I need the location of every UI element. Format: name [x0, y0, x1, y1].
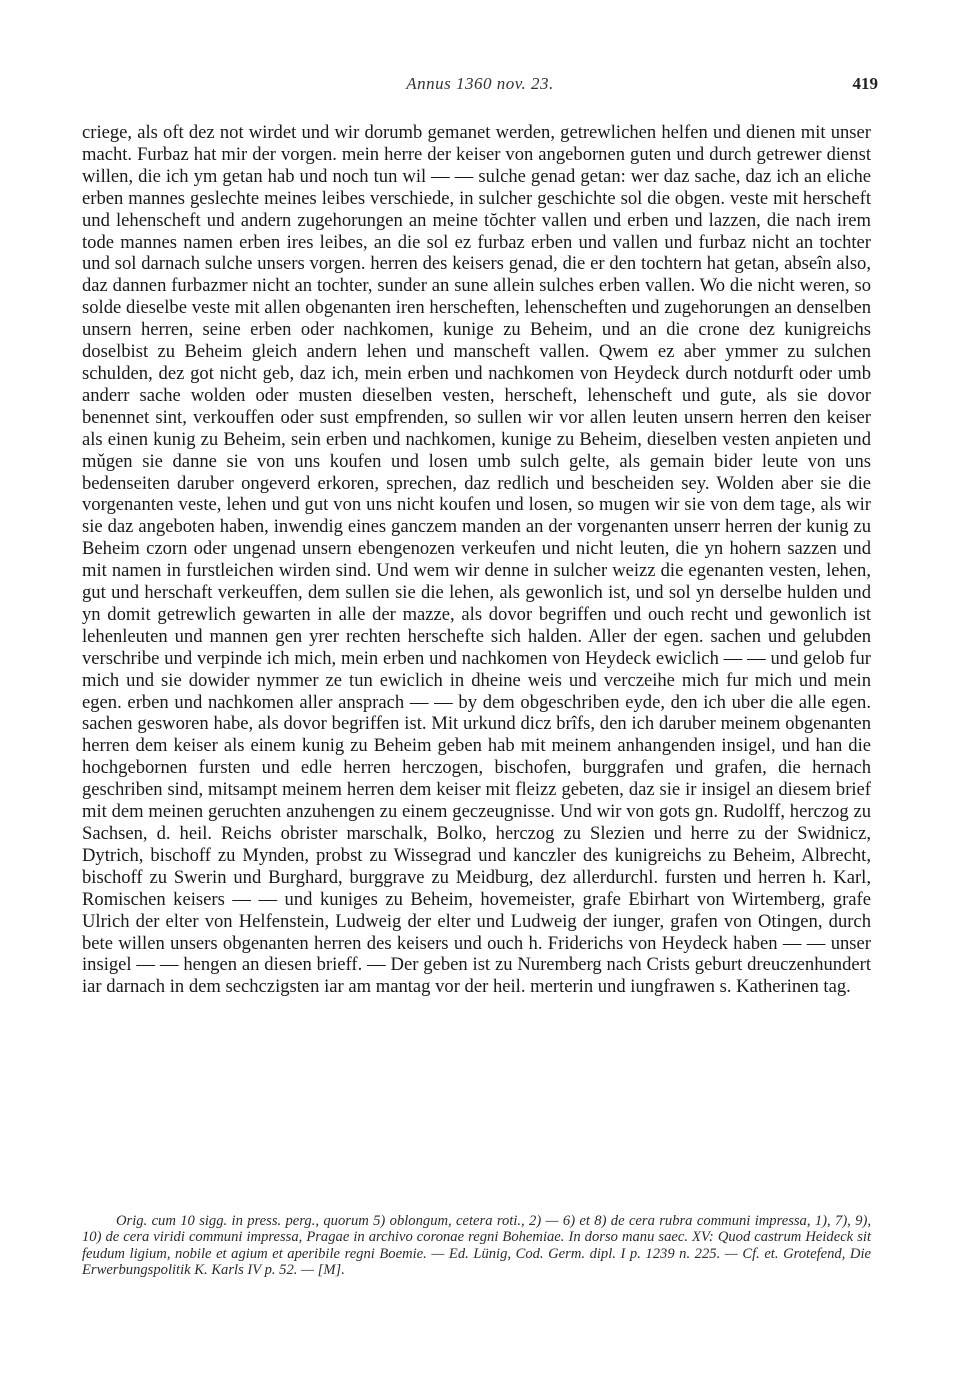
charter-text	[82, 122, 871, 998]
running-title: Annus 1360 nov. 23.	[406, 74, 554, 93]
editorial-note	[82, 1213, 871, 1279]
running-header	[82, 74, 878, 98]
charter-paragraph: criege, als oft dez not wirdet und wir dorumb gemanet werden, getrewlichen helfen und dienen mit unser macht. Furbaz hat mir der vorgen. mein herre der keiser von angebornen guten und durch getrewer dienst willen, die ich ym getan hab und noch tun wil — — sulche genad getan: wer daz sache, daz ich an eliche erben mannes geslechte meines leibes verschiede, in sulcher geschichte sol die obgen. veste mit herscheft und lehenscheft und andern zugehorungen an meine tŏchter vallen und erben und lazzen, die nach irem tode mannes namen erben ires leibes, an die sol ez furbaz erben und vallen und furbaz nicht an tochter und sol darnach sulche unsers vorgen. herren des keisers genad, die er den tochtern hat getan, abseîn also, daz dannen furbazmer nicht an tochter, sunder an sune allein sulches erben vallen. Wo die nicht weren, so solde dieselbe veste mit allen obgenanten iren herscheften, lehenscheften und zugehorungen an denselben unsern herren, seine erben oder nachkomen, kunige zu Beheim, und an die crone dez kunigreichs doselbist zu Beheim gleich andern lehen und manscheft vallen. Qwem ez aber ymmer zu sulchen schulden, dez got nicht geb, daz ich, mein erben und nachkomen von Heydeck durch notdurft oder umb anderr sache wolden oder musten dieselben vesten, herscheft, lehenscheft und gute, als sie dovor benennet sint, verkouffen oder sust empfrenden, so sullen wir vor allen leuten unsern herren den keiser als einen kunig zu Beheim, sein erben und nachkomen, kunige zu Beheim, dieselben vesten anpieten und mǔgen sie danne sie von uns koufen und losen umb sulch gelte, als gemain bider leute von uns bedenseiten daruber ongeverd erkoren, sprechen, daz redlich und bescheiden sey. Wolden aber sie die vorgenanten veste, lehen und gut von uns nicht koufen und losen, so mugen wir sie von dem tage, als wir sie daz angeboten haben, inwendig eines ganczem manden an der vorgenanten unserr herren der kunig zu Beheim czorn oder ungenad unsern ebengenozen verkeufen und nicht leuten, die yn hohern sazzen und mit namen in furstleichen wirden sind. Und wem wir denne in sulcher weizz die egenanten vesten, lehen, gut und herschaft verkeuffen, dem sullen sie die lehen, als gewonlich ist, und sol yn derselbe hulden und yn domit getrewlich gewarten in alle der mazze, als dovor begriffen und ouch recht und gewonlich ist lehenleuten und mannen gen yrer rechten herschefte sich halden. Aller der egen. sachen und gelubden verschribe und verpinde ich mich, mein erben und nachkomen von Heydeck ewiclich — — und gelob fur mich und sie dowider nymmer ze tun ewiclich in dheine weis und verczeihe mich fur mich und mein egen. erben und nachkomen aller ansprach — — by dem obgeschriben eyde, den ich uber die alle egen. sachen gesworen habe, als dovor begriffen ist. Mit urkund dicz brîfs, den ich daruber meinem obgenanten herren dem keiser als einem kunig zu Beheim geben hab mit meinem anhangenden insigel, und han die hochgebornen fursten und edle herren herczogen, bischofen, burggrafen und grafen, die hernach geschriben sind, mitsampt meinem herren dem keiser mit fleizz gebeten, daz sie ir insigel an diesem brief mit dem meinen geruchten anzuhengen zu einem geczeugnisse. Und wir von gots gn. Rudolff, herczog zu Sachsen, d. heil. Reichs obrister marschalk, Bolko, herczog zu Slezien und herre zu der Swidnicz, Dytrich, bischoff zu Mynden, probst zu Wissegrad und kanczler des kunigreichs zu Beheim, Albrecht, bischoff zu Swerin und Burghard, burggrave zu Meidburg, dez allerdurchl. fursten und herren h. Karl, Romischen keisers — — und kuniges zu Beheim, hovemeister, grafe Ebirhart von Wirtemberg, grafe Ulrich der elter von Helfenstein, Ludweig der elter und Ludweig der iunger, grafen von Otingen, durch bete willen unsers obgenanten herren des keisers und ouch h. Friderichs von Heydeck haben — — unser insigel — — hengen an diesen brieff. — Der geben ist zu Nuremberg nach Crists geburt dreuczenhundert iar darnach in dem sechczigsten iar am mantag vor der heil. merterin und iungfrawen s. Katherinen tag.	[82, 122, 871, 998]
page-number: 419	[852, 74, 878, 93]
source-note: Orig. cum 10 sigg. in press. perg., quorum 5) oblongum, cetera roti., 2) — 6) et 8) de cera rubra communi impressa, 1), 7), 9), 10) de cera viridi communi impressa, Pragae in archivo coronae regni Bohemiae. In dorso manu saec. XV: Quod castrum Heideck sit feudum ligium, nobile et agium et aperibile regni Boemie. — Ed. Lünig, Cod. Germ. dipl. I p. 1239 n. 225. — Cf. et. Grotefend, Die Erwerbungspolitik K. Karls IV p. 52. — [M].	[82, 1213, 871, 1279]
